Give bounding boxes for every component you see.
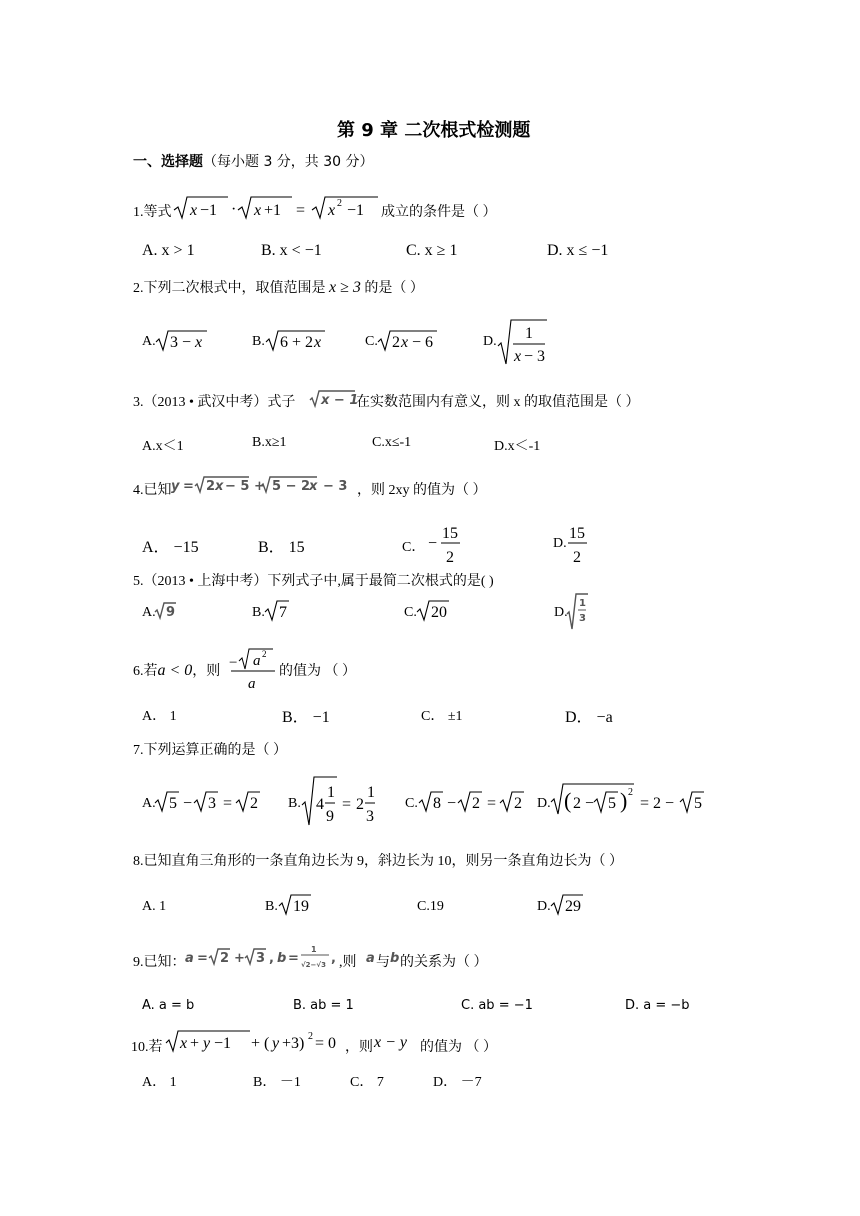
svg-text:): ) bbox=[620, 788, 628, 813]
question-1-option-d: D. x ≤ −1 bbox=[547, 242, 609, 259]
svg-text:=: = bbox=[223, 795, 233, 812]
question-10-option-d: D． －7 bbox=[433, 1075, 482, 1090]
svg-text:x: x bbox=[215, 479, 224, 494]
svg-text:2: 2 bbox=[628, 787, 633, 798]
svg-text:4: 4 bbox=[316, 796, 324, 813]
svg-text:=: = bbox=[183, 479, 194, 494]
question-5-stem: 5.（2013 • 上海中考）下列式子中,属于最简二次根式的是( ) bbox=[133, 574, 494, 589]
question-3-option-c: C.x≤-1 bbox=[372, 435, 412, 450]
svg-text:2: 2 bbox=[472, 795, 480, 812]
question-2-stem-prefix: 2.下列二次根式中，取值范围是 bbox=[133, 281, 326, 296]
svg-text:− 6: − 6 bbox=[412, 334, 434, 351]
svg-text:3: 3 bbox=[366, 808, 374, 825]
svg-text:2: 2 bbox=[337, 198, 342, 209]
section-label: 一、选择题 bbox=[133, 154, 203, 170]
svg-text:1: 1 bbox=[311, 945, 317, 954]
question-2-option-a-math bbox=[155, 329, 215, 353]
section-note: （每小题 3 分，共 30 分） bbox=[203, 154, 374, 170]
question-4-option-d: D. bbox=[553, 536, 567, 551]
question-6-stem-mid: ，则 bbox=[192, 664, 221, 679]
question-6-stem-math: a < 0 bbox=[157, 662, 193, 679]
question-5-option-c: C. bbox=[404, 605, 417, 620]
question-3-option-a: A.x＜1 bbox=[142, 439, 184, 454]
question-5-option-b: B. bbox=[252, 605, 265, 620]
question-6-option-d: D． −a bbox=[565, 709, 613, 726]
svg-text:=: = bbox=[197, 951, 208, 966]
question-7-option-c: C. bbox=[405, 796, 418, 811]
svg-text:− 3: − 3 bbox=[524, 348, 546, 365]
question-3-formula-image bbox=[309, 389, 357, 409]
question-9-var-a: a bbox=[366, 951, 375, 966]
svg-text:15: 15 bbox=[442, 525, 458, 542]
question-7-option-a: A. bbox=[142, 796, 156, 811]
question-6-option-a: A． 1 bbox=[142, 709, 177, 724]
svg-text:−: − bbox=[183, 795, 193, 812]
svg-text:1: 1 bbox=[525, 325, 533, 342]
question-2-option-d: D. bbox=[483, 334, 497, 349]
svg-text:3 −: 3 − bbox=[170, 334, 192, 351]
svg-text:=: = bbox=[487, 795, 497, 812]
svg-text:−1: −1 bbox=[347, 202, 365, 219]
question-7-option-a-math bbox=[154, 790, 259, 814]
question-10-stem-prefix: 10.若 bbox=[131, 1040, 163, 1055]
question-7-option-c-math bbox=[418, 790, 522, 814]
svg-text:x: x bbox=[180, 1035, 188, 1052]
svg-text:5: 5 bbox=[169, 795, 177, 812]
question-9-option-b: B. ab = 1 bbox=[293, 998, 354, 1013]
svg-text:√2−√3: √2−√3 bbox=[301, 961, 326, 969]
question-2-option-b: B. bbox=[252, 334, 265, 349]
question-5-option-a: A. bbox=[142, 605, 156, 620]
question-6-stem-prefix: 6.若 bbox=[133, 664, 158, 679]
question-5-option-a-math bbox=[154, 601, 180, 621]
svg-text:=: = bbox=[296, 202, 306, 219]
question-9-option-a: A. a = b bbox=[142, 998, 195, 1013]
svg-text:+: + bbox=[234, 951, 245, 966]
svg-text:y: y bbox=[203, 1035, 211, 1052]
svg-text:+1: +1 bbox=[264, 202, 282, 219]
svg-text:(: ( bbox=[564, 788, 572, 813]
svg-text:2: 2 bbox=[356, 796, 364, 813]
question-5-option-d: D. bbox=[554, 605, 568, 620]
question-4-option-a: A． −15 bbox=[142, 539, 199, 556]
question-2-stem-suffix: 的是（ ） bbox=[364, 281, 424, 296]
question-7-option-b-math bbox=[301, 775, 383, 829]
question-9-option-c: C. ab = −1 bbox=[461, 998, 533, 1013]
question-5-option-b-math bbox=[264, 599, 292, 623]
svg-text:2: 2 bbox=[250, 795, 258, 812]
question-7-option-d-math bbox=[550, 782, 702, 818]
svg-text:2: 2 bbox=[262, 649, 267, 659]
question-1-option-a: A. x > 1 bbox=[142, 242, 195, 259]
question-2-option-b-math bbox=[265, 329, 335, 353]
svg-text:7: 7 bbox=[279, 604, 287, 621]
question-3-option-b: B.x≥1 bbox=[252, 435, 287, 450]
question-4-stem-prefix: 4.已知 bbox=[133, 483, 172, 498]
question-8-option-b-math bbox=[278, 893, 314, 917]
svg-text:1: 1 bbox=[327, 784, 335, 801]
svg-text:2 −: 2 − bbox=[573, 795, 595, 812]
svg-text:3: 3 bbox=[579, 613, 586, 624]
question-4-option-c-math bbox=[428, 522, 468, 568]
question-1 bbox=[133, 201, 172, 221]
svg-text:−1: −1 bbox=[200, 202, 218, 219]
svg-text:=: = bbox=[342, 796, 352, 813]
svg-text:x: x bbox=[314, 334, 322, 351]
svg-text:−: − bbox=[428, 535, 438, 552]
svg-text:3: 3 bbox=[256, 951, 266, 966]
question-9-option-d: D. a = −b bbox=[625, 998, 690, 1013]
svg-text:−1: −1 bbox=[214, 1035, 232, 1052]
svg-text:− 3: − 3 bbox=[323, 479, 348, 494]
svg-text:15: 15 bbox=[569, 525, 585, 542]
question-8-stem: 8.已知直角三角形的一条直角边长为 9，斜边长为 10，则另一条直角边长为（ ） bbox=[133, 854, 623, 869]
question-3-option-d: D.x＜-1 bbox=[494, 439, 541, 454]
question-9-stem-prefix: 9.已知： bbox=[133, 955, 186, 970]
svg-text:1: 1 bbox=[367, 784, 375, 801]
question-5-option-d-math bbox=[566, 592, 590, 632]
svg-text:,: , bbox=[269, 951, 274, 966]
question-9-stem-mid2: 与 bbox=[376, 955, 390, 970]
question-2-option-d-math bbox=[497, 318, 553, 368]
svg-text:y: y bbox=[272, 1035, 280, 1052]
svg-text:=: = bbox=[288, 951, 299, 966]
question-10-stem-suffix: 的值为 （ ） bbox=[420, 1040, 497, 1055]
svg-text:·: · bbox=[231, 201, 237, 218]
svg-text:8: 8 bbox=[433, 795, 441, 812]
question-2-option-c-math bbox=[377, 329, 447, 353]
svg-text:= 0: = 0 bbox=[315, 1035, 337, 1052]
svg-text:x: x bbox=[195, 334, 203, 351]
svg-text:− 5 +: − 5 + bbox=[225, 479, 265, 494]
question-6 bbox=[133, 660, 220, 680]
svg-text:5 − 2: 5 − 2 bbox=[272, 479, 311, 494]
question-10-option-c: C． 7 bbox=[350, 1075, 384, 1090]
svg-text:9: 9 bbox=[166, 605, 176, 620]
question-1-option-c: C. x ≥ 1 bbox=[406, 242, 458, 259]
question-10-option-a: A． 1 bbox=[142, 1075, 177, 1090]
svg-text:+3): +3) bbox=[282, 1035, 305, 1052]
svg-text:x: x bbox=[514, 348, 522, 365]
svg-text:x: x bbox=[309, 479, 318, 494]
question-7-stem: 7.下列运算正确的是（ ） bbox=[133, 743, 287, 758]
question-3-stem-prefix: 3.（2013 • 武汉中考）式子 bbox=[133, 395, 296, 410]
svg-text:−: − bbox=[229, 655, 238, 671]
page-title: 第 9 章 二次根式检测题 bbox=[337, 120, 531, 141]
question-1-option-b: B. x < −1 bbox=[261, 242, 322, 259]
question-7-option-b: B. bbox=[288, 796, 301, 811]
svg-text:3: 3 bbox=[208, 795, 216, 812]
question-4-option-d-math bbox=[567, 522, 593, 568]
svg-text:29: 29 bbox=[565, 898, 581, 915]
svg-text:x: x bbox=[254, 202, 262, 219]
svg-text:y: y bbox=[171, 479, 180, 494]
question-5-option-c-math bbox=[416, 599, 452, 623]
svg-text:2: 2 bbox=[514, 795, 522, 812]
svg-text:1: 1 bbox=[579, 598, 586, 609]
svg-text:x: x bbox=[328, 202, 336, 219]
svg-text:a: a bbox=[185, 951, 194, 966]
section-header bbox=[133, 151, 374, 171]
question-8-option-d: D. bbox=[537, 899, 551, 914]
question-4-option-c: C． bbox=[402, 540, 426, 555]
question-2-option-c: C. bbox=[365, 334, 378, 349]
question-10-stem-math: x − y bbox=[374, 1034, 407, 1051]
svg-text:a: a bbox=[248, 676, 256, 692]
svg-text:9: 9 bbox=[326, 808, 334, 825]
question-6-option-c: C． ±1 bbox=[421, 709, 463, 724]
question-8-option-b: B. bbox=[265, 899, 278, 914]
question-8-option-a: A. 1 bbox=[142, 899, 167, 914]
question-10-equation bbox=[165, 1029, 345, 1055]
question-8-option-c: C.19 bbox=[417, 899, 444, 914]
svg-text:19: 19 bbox=[293, 898, 309, 915]
svg-text:5: 5 bbox=[608, 795, 616, 812]
question-2 bbox=[133, 277, 424, 297]
question-4-stem-suffix: ，则 2xy 的值为（ ） bbox=[357, 483, 487, 498]
svg-text:a: a bbox=[253, 653, 261, 669]
question-8-option-d-math bbox=[550, 893, 586, 917]
svg-text:2: 2 bbox=[206, 479, 216, 494]
svg-text:+: + bbox=[190, 1035, 200, 1052]
question-9-stem-suffix: 的关系为（ ） bbox=[400, 955, 488, 970]
question-2-stem-math: x ≥ 3 bbox=[329, 279, 361, 296]
svg-text:2: 2 bbox=[446, 549, 454, 566]
question-6-stem-suffix: 的值为 （ ） bbox=[279, 664, 356, 679]
question-4-formula-image bbox=[171, 475, 357, 497]
svg-text:5: 5 bbox=[694, 795, 702, 812]
svg-text:−: − bbox=[447, 795, 457, 812]
question-10-stem-mid: ，则 bbox=[345, 1040, 373, 1055]
svg-text:6 + 2: 6 + 2 bbox=[280, 334, 314, 351]
svg-text:= 2 −: = 2 − bbox=[640, 795, 675, 812]
svg-text:x: x bbox=[401, 334, 409, 351]
question-10-option-b: B． －1 bbox=[253, 1075, 301, 1090]
svg-text:2: 2 bbox=[220, 951, 230, 966]
svg-text:+ (: + ( bbox=[251, 1035, 270, 1052]
svg-text:2: 2 bbox=[573, 549, 581, 566]
question-1-stem-suffix: 成立的条件是（ ） bbox=[381, 205, 497, 220]
question-2-option-a: A. bbox=[142, 334, 156, 349]
question-9-formula-image bbox=[185, 943, 345, 973]
question-9-var-b: b bbox=[390, 951, 400, 966]
svg-text:2: 2 bbox=[308, 1031, 313, 1042]
svg-text:x: x bbox=[190, 202, 198, 219]
question-4-option-b: B． 15 bbox=[258, 539, 305, 556]
svg-text:x − 1: x − 1 bbox=[321, 393, 359, 408]
svg-text:20: 20 bbox=[431, 604, 447, 621]
svg-text:2: 2 bbox=[392, 334, 400, 351]
question-3-stem-suffix: 在实数范围内有意义，则 x 的取值范围是（ ） bbox=[356, 395, 640, 410]
question-6-option-b: B． −1 bbox=[282, 709, 330, 726]
svg-text:b: b bbox=[277, 951, 287, 966]
question-6-fraction bbox=[229, 645, 277, 691]
svg-text:,: , bbox=[331, 951, 336, 966]
question-9-stem-mid: ,则 bbox=[339, 955, 357, 970]
question-7-option-d: D. bbox=[537, 796, 551, 811]
question-1-stem-prefix: 1.等式 bbox=[133, 205, 172, 220]
